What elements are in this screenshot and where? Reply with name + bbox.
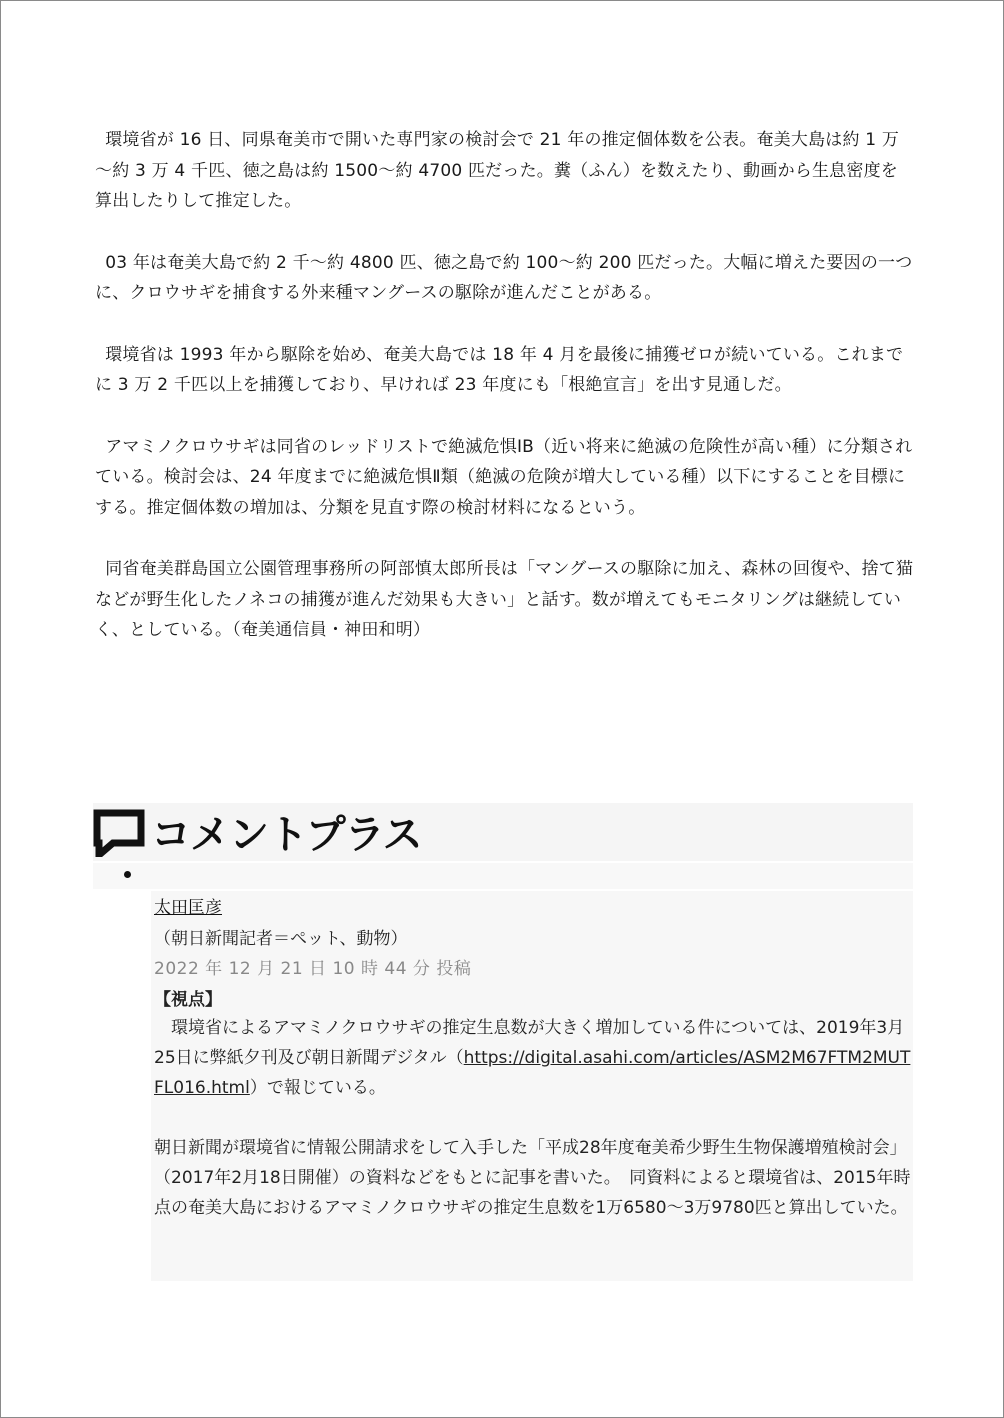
article-paragraph-1: 環境省が 16 日、同県奄美市で開いた専門家の検討会で 21 年の推定個体数を公表。奄美大島は約 1 万～約 3 万 4 千匹、徳之島は約 1500～約 4700 匹だった。糞（ふん）を数えたり、動画から生息密度を算出したりして推定した。 bbox=[95, 130, 900, 211]
list-bullet bbox=[124, 871, 131, 878]
comment-article-link[interactable]: https://digital.asahi.com/articles/ASM2M67FTM2MUTFL016.html bbox=[154, 1048, 911, 1098]
comment-paragraph-2: 朝日新聞が環境省に情報公開請求をして入手した「平成28年度奄美希少野生生物保護増殖検討会」（2017年2月18日開催）の資料などをもとに記事を書いた。 同資料によると環境省は、2015年時点の奄美大島におけるアマミノクロウサギの推定生息数を1万6580～3万9780匹と算出していた。 bbox=[154, 1138, 911, 1218]
comment-plus-logo-text: コメントプラス bbox=[151, 812, 422, 858]
article-paragraph-4: アマミノクロウサギは同省のレッドリストで絶滅危惧ⅠB（近い将来に絶滅の危険性が高い種）に分類されている。検討会は、24 年度までに絶滅危惧Ⅱ類（絶滅の危険が増大している種）以下にすることを目標にする。推定個体数の増加は、分類を見直す際の検討材料になるという。 bbox=[95, 436, 913, 518]
article-body bbox=[95, 125, 915, 677]
speech-bubble-icon bbox=[93, 809, 145, 857]
comment-body bbox=[154, 1013, 914, 1253]
article-paragraph-3: 環境省は 1993 年から駆除を始め、奄美大島では 18 年 4 月を最後に捕獲ゼロが続いている。これまでに 3 万 2 千匹以上を捕獲しており、早ければ 23 年度にも「根絶宣言」を出す見通しだ。 bbox=[95, 344, 904, 395]
comment-list-row bbox=[93, 863, 913, 889]
comment-plus-header bbox=[93, 803, 913, 861]
comment-author-link[interactable]: 太田匡彦 bbox=[154, 898, 222, 918]
article-paragraph-5: 同省奄美群島国立公園管理事務所の阿部慎太郎所長は「マングースの駆除に加え、森林の回復や、捨て猫などが野生化したノネコの捕獲が進んだ効果も大きい」と話す。数が増えてもモニタリングは継続していく、としている。（奄美通信員・神田和明） bbox=[95, 559, 914, 640]
comment-type-label: 【視点】 bbox=[154, 990, 222, 1010]
comment-author-role: （朝日新聞記者＝ペット、動物） bbox=[154, 929, 408, 949]
comment-timestamp: 2022 年 12 月 21 日 10 時 44 分 投稿 bbox=[154, 959, 472, 979]
comment-text: 環境省によるアマミノクロウサギの推定生息数が大きく増加している件については、2019年3月25日に弊紙夕刊及び朝日新聞デジタル（ bbox=[154, 1018, 905, 1068]
comment-paragraph-1 bbox=[154, 1013, 914, 1103]
comment-text: ）で報じている。 bbox=[249, 1078, 386, 1098]
article-paragraph-2: 03 年は奄美大島で約 2 千～約 4800 匹、徳之島で約 100～約 200 匹だった。大幅に増えた要因の一つに、クロウサギを捕食する外来種マングースの駆除が進んだことがある。 bbox=[95, 252, 913, 303]
comment-card bbox=[151, 891, 913, 1281]
